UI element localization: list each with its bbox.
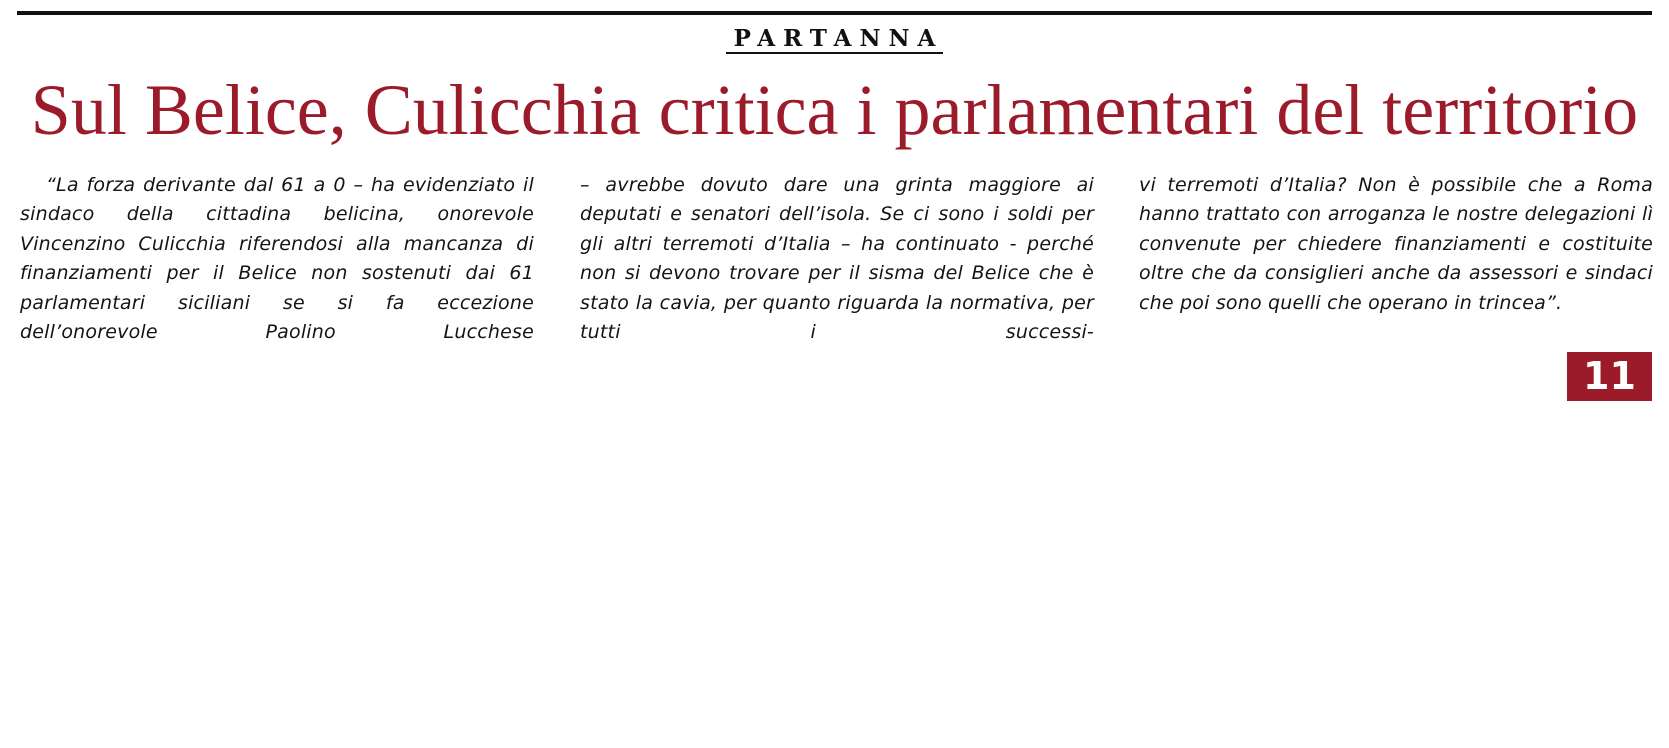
article-column-1: [20, 171, 534, 347]
article-headline: Sul Belice, Culicchia critica i parlamentari del territorio: [30, 70, 1639, 150]
article-column-3: [1139, 171, 1653, 318]
article-column-2: [580, 171, 1094, 347]
article-column-1-text: “La forza derivante dal 61 a 0 – ha evidenziato il sindaco della cittadina belicina, onorevole Vincenzino Culicchia riferendosi alla mancanza di finanziamenti per il Belice non sostenuti dai 61 parlamentari siciliani se si fa eccezione dell’onorevole Paolino Lucchese: [20, 174, 534, 344]
top-rule: [17, 11, 1652, 15]
article-column-2-text: – avrebbe dovuto dare una grinta maggiore ai deputati e senatori dell’isola. Se ci sono i soldi per gli altri terremoti d’Italia – ha continuato - perché non si devono trovare per il sisma del Belice che è stato la cavia, per quanto riguarda la normativa, per tutti i successi-: [580, 174, 1094, 344]
page-number-badge: 11: [1567, 352, 1652, 401]
article-column-3-text: vi terremoti d’Italia? Non è possibile che a Roma hanno trattato con arroganza le nostre delegazioni lì convenute per chiedere finanziamenti e costituite oltre che da consiglieri anche da assessori e sindaci che poi sono quelli che operano in trincea”.: [1139, 174, 1653, 314]
section-kicker: [0, 24, 1669, 54]
section-kicker-label: PARTANNA: [726, 26, 944, 54]
